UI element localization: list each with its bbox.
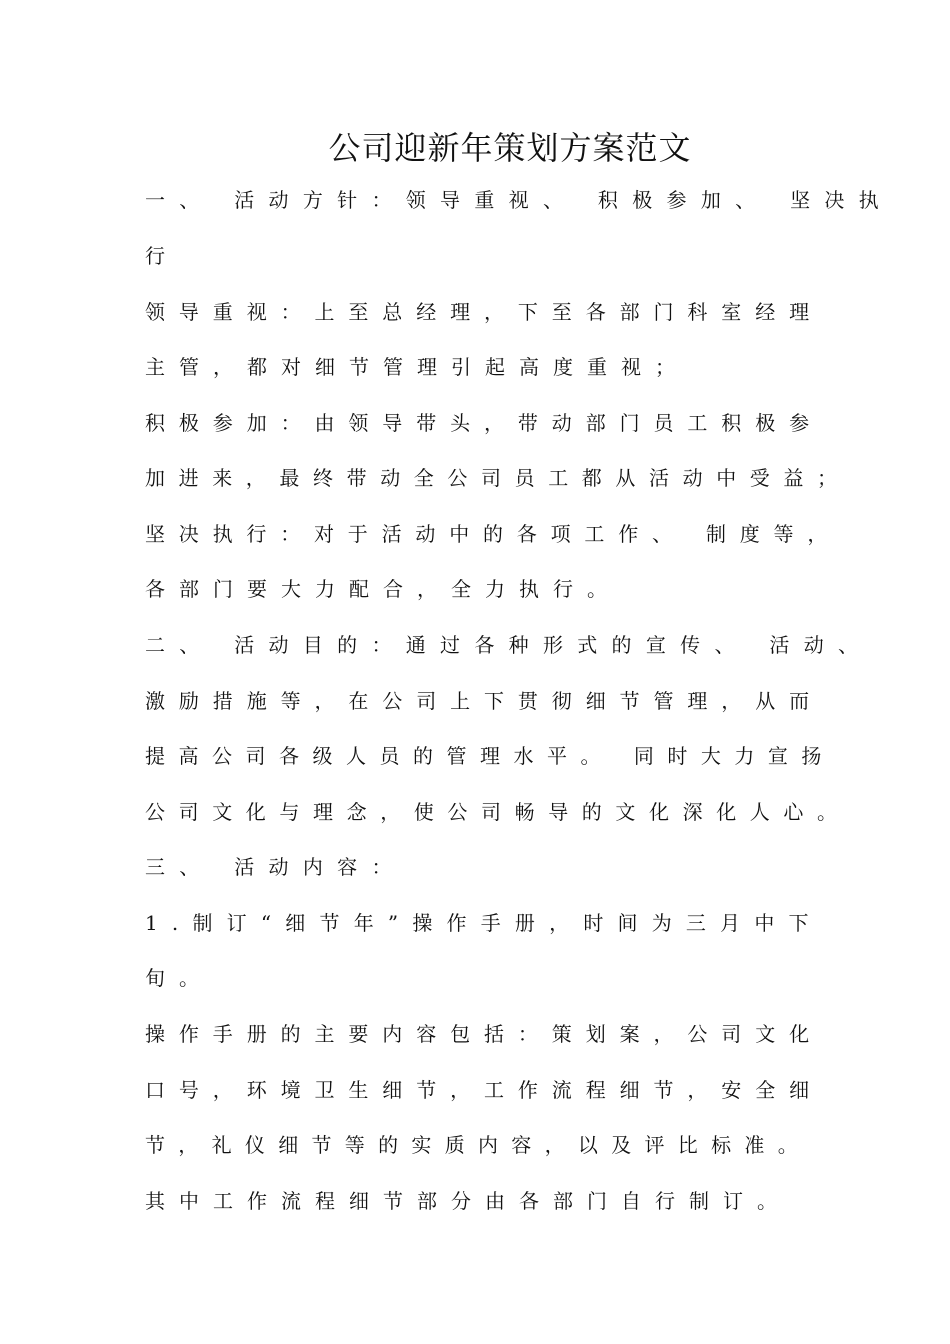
body-line-12: 公司文化与理念，使公司畅导的文化深化人心。 xyxy=(145,800,851,824)
body-line-15: 旬。 xyxy=(145,966,213,990)
body-line-11: 提高公司各级人员的管理水平。 同时大力宣扬 xyxy=(145,744,835,768)
body-line-17: 口号，环境卫生细节，工作流程细节，安全细 xyxy=(145,1078,823,1102)
body-line-4: 主管，都对细节管理引起高度重视； xyxy=(145,355,689,379)
body-line-6: 加进来，最终带动全公司员工都从活动中受益； xyxy=(145,466,851,490)
body-line-5: 积极参加：由领导带头，带动部门员工积极参 xyxy=(145,411,823,435)
body-line-9: 二、 活动目的：通过各种形式的宣传、 活动、 xyxy=(145,633,873,657)
body-line-19: 其中工作流程细节部分由各部门自行制订。 xyxy=(145,1189,791,1213)
document-title: 公司迎新年策划方案范文 xyxy=(328,129,692,167)
body-line-14: 1.制订“细节年”操作手册，时间为三月中下 xyxy=(145,911,823,935)
body-line-1: 一、 活动方针：领导重视、 积极参加、 坚决执 xyxy=(145,188,893,212)
body-line-2: 行 xyxy=(145,244,179,268)
body-line-18: 节，礼仪细节等的实质内容，以及评比标准。 xyxy=(145,1133,811,1157)
body-line-16: 操作手册的主要内容包括：策划案，公司文化 xyxy=(145,1022,823,1046)
body-line-10: 激励措施等，在公司上下贯彻细节管理，从而 xyxy=(145,689,823,713)
body-line-13: 三、 活动内容： xyxy=(145,855,406,879)
body-line-8: 各部门要大力配合，全力执行。 xyxy=(145,577,621,601)
body-line-3: 领导重视：上至总经理，下至各部门科室经理 xyxy=(145,300,823,324)
body-line-7: 坚决执行：对于活动中的各项工作、 制度等， xyxy=(145,522,842,546)
